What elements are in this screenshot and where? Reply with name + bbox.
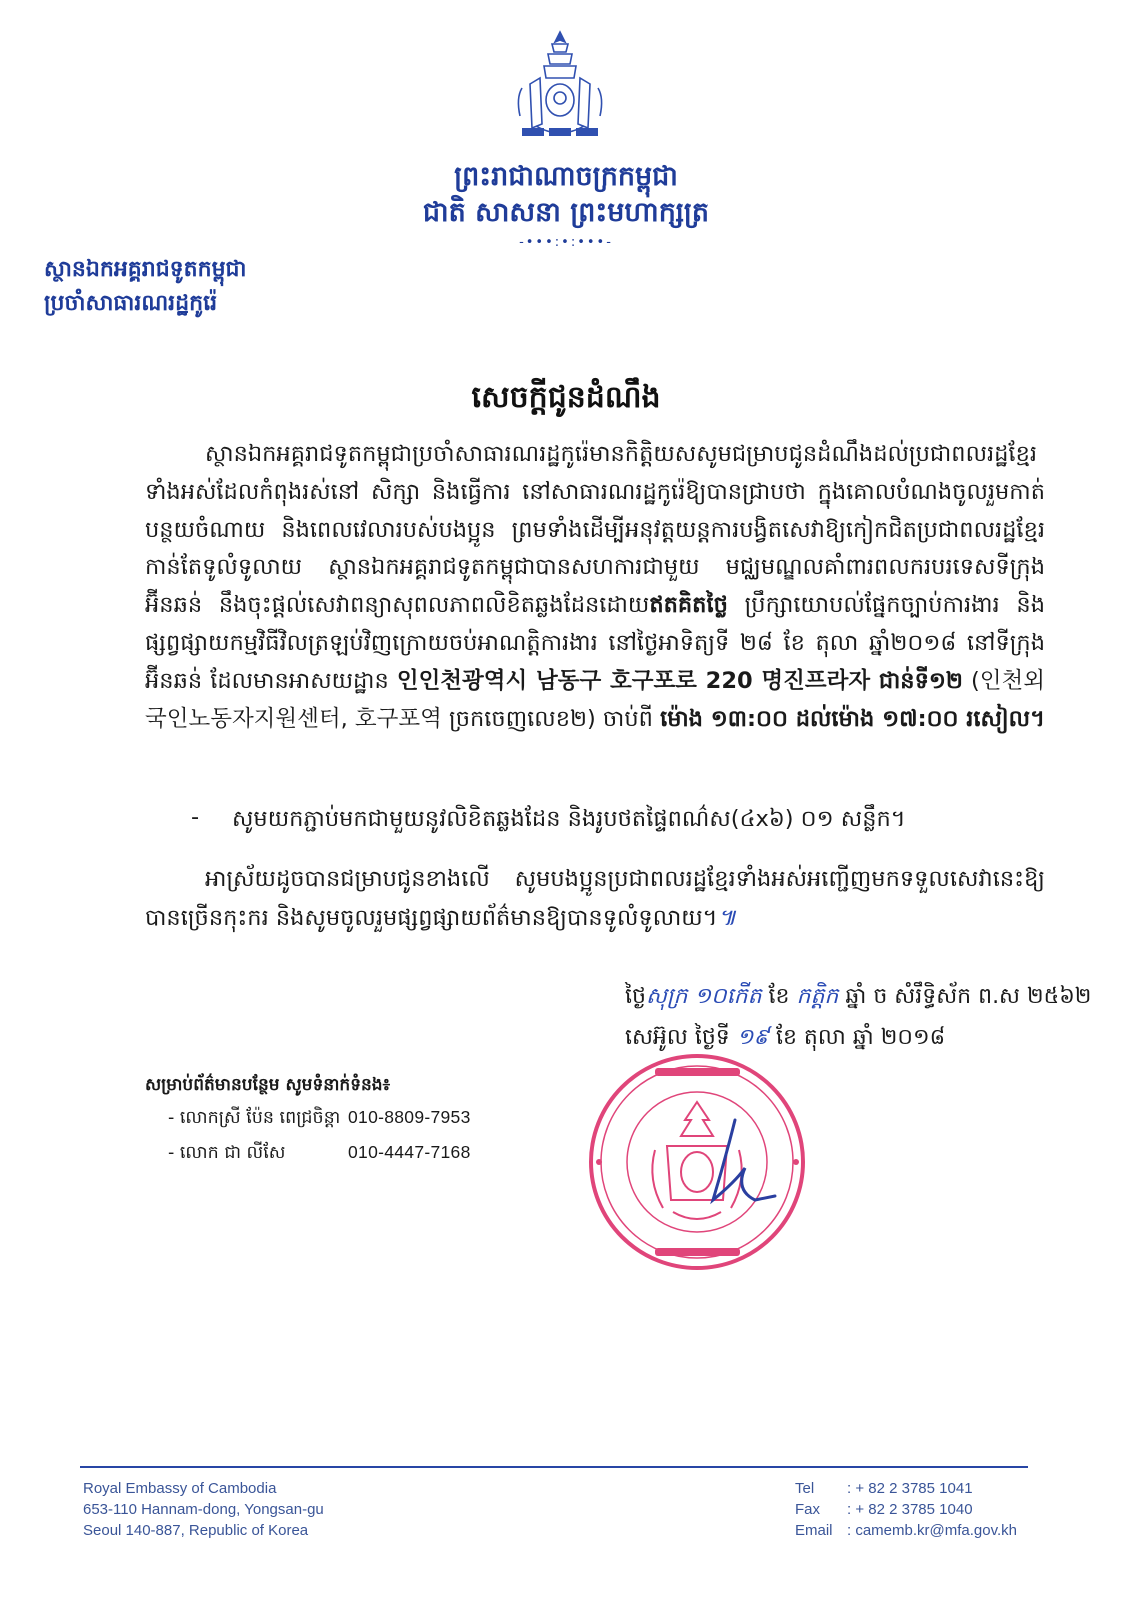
footer-org-name: Royal Embassy of Cambodia: [83, 1480, 277, 1497]
contact-phone: 010-8809-7953: [348, 1107, 471, 1127]
handwritten-lunar-day: សុក្រ ១០កើត: [645, 984, 762, 1009]
footer-address-line2: Seoul 140-887, Republic of Korea: [83, 1522, 309, 1539]
footer-address-line1: 653-110 Hannam-dong, Yongsan-gu: [83, 1501, 324, 1518]
paragraph-text-1: ស្ថានឯកអគ្គរាជទូតកម្ពុជាប្រចាំសាធារណរដ្ឋកូរ៉េមានកិត្តិយសសូមជម្រាបជូនដំណឹងដល់ប្រជាពលរដ្ឋខ្មែរទាំងអស់ដែលកំពុងរស់នៅ សិក្សា និងធ្វើការ នៅសាធារណរដ្ឋកូរ៉េឱ្យបានជ្រាបថា ក្នុងគោលបំណងចូលរួមកាត់បន្ថយចំណាយ និងពេលវេលារបស់បងប្អូន ព្រមទាំងដើម្បីអនុវត្តយន្តការបង្វិតសេវាឱ្យកៀកជិតប្រជាពលរដ្ឋខ្មែរកាន់តែទូលំទូលាយ ស្ថានឯកអគ្គរាជទូតកម្ពុជាបានសហការជាមួយ មជ្ឈមណ្ឌលគាំពារពលករបរទេសទីក្រុងអ៊ីនឆន់ នឹងចុះផ្តល់សេវាពន្យាសុពលភាពលិខិតឆ្លងដែនដោយ: [145, 441, 1045, 619]
contact-name: - លោក ជា លីសែ: [168, 1143, 286, 1163]
contact-name: - លោកស្រី ប៉ែន ពេជ្រចិន្តា: [168, 1108, 341, 1128]
solar-month-year: ខែ តុលា ឆ្នាំ ២០១៨: [768, 1025, 946, 1050]
month-word: ខែ: [761, 984, 797, 1009]
closing-paragraph: [145, 860, 1045, 938]
footer-contact-block: [795, 1478, 1017, 1541]
closing-text: អាស្រ័យដូចបានជម្រាបជូនខាងលើ សូមបងប្អូនប្រជាពលរដ្ឋខ្មែរទាំងអស់អញ្ជើញមកទទួលសេវានេះឱ្យបានច្រើនកុះករ និងសូមចូលរួមផ្សព្វផ្សាយព័ត៌មានឱ្យបានទូលំទូលាយ។: [145, 866, 1045, 931]
city-date-prefix: សេអ៊ូល ថ្ងៃទី: [625, 1025, 737, 1050]
date-prefix: ថ្ងៃ: [625, 984, 646, 1009]
lunar-date-line: [625, 982, 1091, 1014]
contact-row: [168, 1106, 471, 1132]
venue-address: 인인천광역시 남동구 호구포로 220 명진프라자 ជាន់ទី១២: [396, 667, 963, 694]
national-motto: ជាតិ សាសនា ព្រះមហាក្សត្រ: [422, 197, 710, 228]
handwritten-lunar-month: កត្តិក: [796, 984, 839, 1009]
contact-phone: 010-4447-7168: [348, 1142, 471, 1162]
fax-label: Fax: [795, 1501, 821, 1518]
contact-heading: សម្រាប់ព័ត៌មានបន្ថែម សូមទំនាក់ទំនង៖: [145, 1075, 391, 1095]
tel-number: : + 82 2 3785 1041: [847, 1480, 973, 1497]
email-address: : camemb.kr@mfa.gov.kh: [847, 1522, 1017, 1539]
kingdom-name: ព្រះរាជាណាចក្រកម្ពុជា: [454, 161, 678, 192]
email-label: Email: [795, 1522, 833, 1539]
embassy-location: ប្រចាំសាធារណរដ្ឋកូរ៉េ: [44, 291, 218, 316]
royal-coat-of-arms-emblem: [508, 28, 612, 146]
bullet-dash: -: [191, 804, 200, 830]
footer-address-block: [83, 1478, 324, 1541]
official-seal-stamp: [585, 1050, 810, 1275]
document-title: សេចក្តីជូនដំណឹង: [471, 380, 661, 415]
fax-number: : + 82 2 3785 1040: [847, 1501, 973, 1518]
closing-mark: ៕: [717, 905, 737, 931]
paragraph-text-2: ប្រឹក្សាយោបល់ផ្នែកច្បាប់ការងារ និងផ្សព្វផ្សាយកម្មវិធីវិលត្រឡប់វិញក្រោយចប់អាណត្តិការងារ នៅថ្ងៃអាទិត្យទី ២៨ ខែ តុលា ឆ្នាំ២០១៨ នៅទីក្រុងអ៊ីនឆន់ ដែលមានអាសយដ្ឋាន: [145, 592, 1045, 694]
footer-divider: [80, 1466, 1028, 1468]
handwritten-day: ១៩: [736, 1025, 769, 1050]
tel-label: Tel: [795, 1480, 815, 1497]
paragraph-text-3: (인천외국인노동자지원센터, 호구포역 ច្រកចេញលេខ២) ចាប់ពី: [145, 667, 1045, 732]
free-of-charge-text: ឥតគិតថ្លៃ: [649, 592, 728, 619]
main-paragraph: [145, 436, 1045, 738]
contact-row: [168, 1141, 471, 1167]
embassy-name: ស្ថានឯកអគ្គរាជទូតកម្ពុជា: [44, 257, 247, 282]
header-ornament: -•••:•:•••-: [519, 235, 613, 250]
lunar-year: ឆ្នាំ ច សំរឹទ្ធិស័ក ព.ស ២៥៦២: [838, 984, 1092, 1009]
event-time: ម៉ោង ១៣:០០ ដល់ម៉ោង ១៧:០០ រសៀល។: [660, 705, 1045, 732]
requirement-item: សូមយកភ្ជាប់មកជាមួយនូវលិខិតឆ្លងដែន និងរូបថតផ្ទៃពណ៌ស(៤x៦) ០១ សន្លឹក។: [232, 806, 906, 832]
